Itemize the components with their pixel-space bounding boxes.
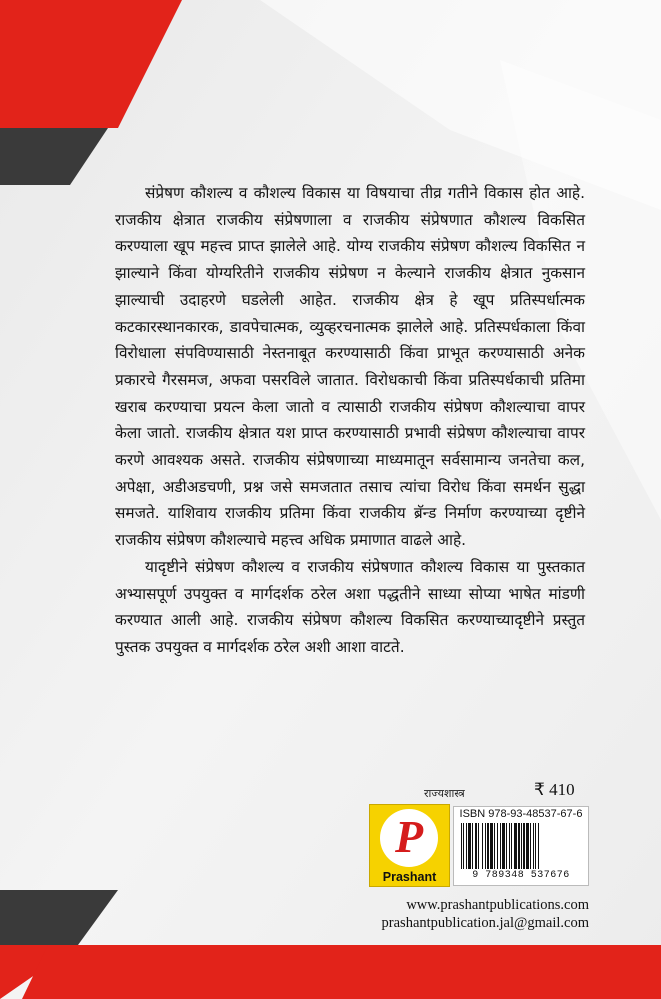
logo-circle	[380, 809, 438, 867]
barcode-bar	[500, 823, 501, 869]
prashant-logo-icon	[369, 804, 450, 887]
back-cover-blurb	[115, 180, 585, 661]
publisher-email: prashantpublication.jal@gmail.com	[381, 915, 589, 931]
blurb-paragraph-2: यादृष्टीने संप्रेषण कौशल्य व राजकीय संप्रेषणात कौशल्य विकास या पुस्तकात अभ्यासपूर्ण उपयुक्त व मार्गदर्शक ठरेल अशा पद्धतीने साध्या सोप्या भाषेत मांडणी करण्यात आली आहे. राजकीय संप्रेषण कौशल्य विकसित करण्याच्यादृष्टीने प्रस्तुत पुस्तक उपयुक्त व मार्गदर्शक ठरेल अशी आशा वाटते.	[115, 557, 585, 656]
barcode-bar	[533, 823, 534, 869]
barcode-bar	[490, 823, 493, 869]
price-label: ₹ 410	[534, 780, 575, 799]
barcode-bar	[530, 823, 531, 869]
barcode-bar	[482, 823, 483, 869]
blurb-paragraph-1: संप्रेषण कौशल्य व कौशल्य विकास या विषयाचा तीव्र गतीने विकास होत आहे. राजकीय क्षेत्रात राजकीय संप्रेषणाला व राजकीय संप्रेषणात कौशल्य विकसित करण्याला खूप महत्त्व प्राप्त झालेले आहे. योग्य राजकीय संप्रेषण कौशल्य विकसित न झाल्याने किंवा योग्यरितीने राजकीय संप्रेषण न केल्याने राजकीय क्षेत्रात नुकसान झाल्याची उदाहरणे घडलेली आहेत. राजकीय क्षेत्र हे खूप प्रतिस्पर्धात्मक कटकारस्थानकारक, डावपेचात्मक, व्युव्हरचनात्मक झालेले आहे. प्रतिस्पर्धकाला किंवा विरोधाला संपविण्यासाठी नेस्तनाबूत करण्यासाठी किंवा प्राभूत करण्यासाठी अनेक प्रकारचे गैरसमज, अफवा पसरविले जातात. विरोधकाची किंवा प्रतिस्पर्धकाची प्रतिमा खराब करण्याचा प्रयत्न केला जातो व त्यासाठी राजकीय संप्रेषण कौशल्याचा वापर केला जातो. राजकीय क्षेत्रात यश प्राप्त करण्यासाठी प्रभावी संप्रेषण कौशल्याचा वापर करणे आवश्यक असते. राजकीय संप्रेषणाच्या माध्यमातून सर्वसामान्य जनतेचा कल, अपेक्षा, अडीअडचणी, प्रश्न जसे समजतात तसाच त्यांचा विरोध किंवा समर्थन सुद्धा समजते. याशिवाय राजकीय प्रतिमा किंवा राजकीय ब्रॅन्ड निर्माण करण्याच्या दृष्टीने राजकीय संप्रेषण कौशल्याचे महत्त्व अधिक प्रमाणात वाढले आहे.	[115, 184, 585, 550]
isbn-box	[453, 806, 589, 886]
barcode-bar	[466, 823, 467, 869]
barcode-bar	[506, 823, 507, 869]
isbn-digits: 9 789348 537676	[472, 870, 570, 881]
barcode-bar	[526, 823, 529, 869]
barcode-bar	[461, 823, 462, 869]
barcode-bar	[468, 823, 471, 869]
barcode-bar	[487, 823, 489, 869]
isbn-label: ISBN 978-93-48537-67-6	[459, 808, 583, 820]
barcode-bar	[523, 823, 525, 869]
barcode-bar	[472, 823, 473, 869]
barcode-bar	[511, 823, 512, 869]
barcode-bar	[509, 823, 510, 869]
barcode-bar	[514, 823, 517, 869]
barcode-bar	[518, 823, 520, 869]
publisher-contact	[330, 896, 589, 932]
barcode-bar	[521, 823, 522, 869]
barcode-bar	[502, 823, 505, 869]
publisher-name: Prashant	[382, 870, 437, 884]
logo-letter: P	[394, 811, 424, 862]
barcode-bar	[485, 823, 486, 869]
red-band-bottom	[22, 945, 661, 999]
barcode-icon	[459, 823, 583, 869]
subject-label: राज्यशास्त्र	[424, 787, 465, 800]
barcode-bar	[478, 823, 479, 869]
barcode-bar	[494, 823, 495, 869]
barcode-bar	[538, 823, 539, 869]
barcode-bar	[535, 823, 536, 869]
barcode-bar	[463, 823, 464, 869]
barcode-bar	[497, 823, 498, 869]
barcode-bar	[475, 823, 477, 869]
publisher-website: www.prashantpublications.com	[406, 897, 589, 913]
